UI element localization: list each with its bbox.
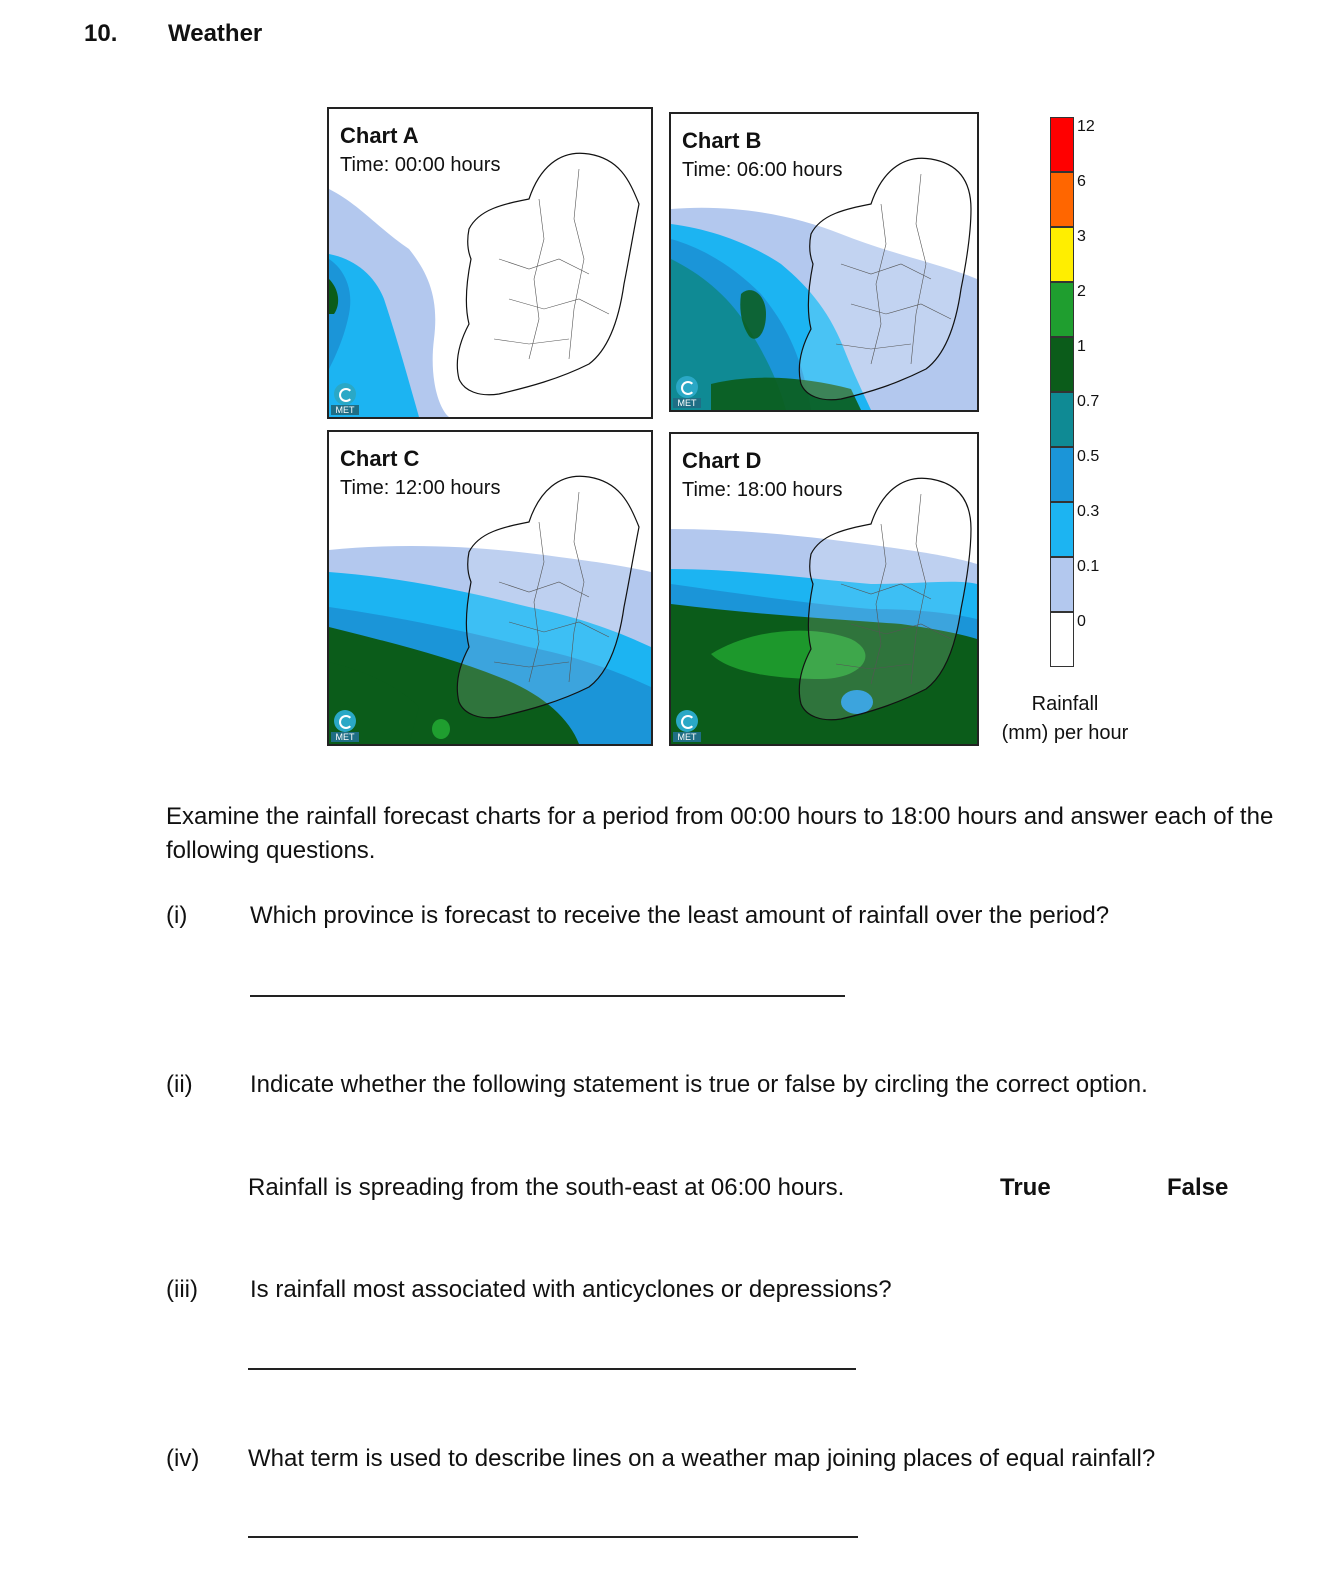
legend-label: 0.3: [1077, 503, 1100, 520]
chart-b: [669, 112, 979, 412]
part-iii-question: Is rainfall most associated with anticyclones or depressions?: [250, 1276, 892, 1303]
legend-label: 3: [1077, 228, 1086, 245]
chart-a: [327, 107, 653, 419]
part-iii-number: (iii): [166, 1276, 198, 1303]
answer-line-iii[interactable]: [248, 1368, 856, 1370]
part-i-question: Which province is forecast to receive the least amount of rainfall over the period?: [250, 902, 1110, 929]
legend-caption: Rainfall (mm) per hour: [1001, 693, 1129, 744]
legend-label: 0: [1077, 613, 1086, 630]
part-i-number: (i): [166, 902, 188, 929]
chart-title: Chart D: [682, 448, 762, 473]
question-title: Weather: [168, 20, 263, 47]
chart-c: [327, 430, 653, 746]
legend-swatch: [1050, 502, 1074, 557]
part-ii-number: (ii): [166, 1071, 193, 1098]
legend-swatch: [1050, 337, 1074, 392]
chart-time: Time: 00:00 hours: [340, 154, 501, 176]
chart-time: Time: 12:00 hours: [340, 477, 501, 499]
legend-swatch: [1050, 172, 1074, 227]
instructions: Examine the rainfall forecast charts for a period from 00:00 hours to 18:00 hours and answer each of the following questions.: [166, 803, 1274, 864]
met-logo-icon: [676, 376, 698, 398]
chart-time: Time: 18:00 hours: [682, 479, 843, 501]
met-logo-icon: [334, 383, 356, 405]
legend-label: 2: [1077, 283, 1086, 300]
met-logo-icon: [676, 710, 698, 732]
answer-line-i[interactable]: [250, 995, 845, 997]
legend-label: 0.7: [1077, 393, 1100, 410]
chart-title: Chart C: [340, 446, 420, 471]
part-ii-question: Indicate whether the following statement is true or false by circling the correct option.: [250, 1071, 1148, 1098]
legend-swatch: [1050, 227, 1074, 282]
legend-label: 6: [1077, 173, 1086, 190]
statement-text: Rainfall is spreading from the south-east at 06:00 hours.: [248, 1174, 845, 1201]
met-eireann-logo: MET: [673, 376, 701, 408]
chart-title: Chart B: [682, 128, 762, 153]
chart-d: [669, 432, 979, 746]
chart-title: Chart A: [340, 123, 419, 148]
legend-swatch: [1050, 392, 1074, 447]
met-logo-icon: [334, 710, 356, 732]
part-iv-number: (iv): [166, 1445, 200, 1472]
false-option[interactable]: False: [1167, 1174, 1229, 1201]
legend-label: 12: [1077, 118, 1095, 135]
true-option[interactable]: True: [1000, 1174, 1051, 1201]
part-iv-question: What term is used to describe lines on a weather map joining places of equal rainfall?: [248, 1445, 1156, 1472]
legend-swatch: [1050, 282, 1074, 337]
met-eireann-logo: MET: [673, 710, 701, 742]
legend-swatch: [1050, 612, 1074, 667]
legend-label: 0.1: [1077, 558, 1100, 575]
legend-swatch: [1050, 447, 1074, 502]
legend-label: 0.5: [1077, 448, 1100, 465]
met-eireann-logo: MET: [331, 710, 359, 742]
answer-line-iv[interactable]: [248, 1536, 858, 1538]
met-eireann-logo: MET: [331, 383, 359, 415]
legend-label: 1: [1077, 338, 1086, 355]
legend-swatch: [1050, 117, 1074, 172]
chart-time: Time: 06:00 hours: [682, 159, 843, 181]
question-number: 10.: [84, 20, 118, 47]
legend-swatch: [1050, 557, 1074, 612]
